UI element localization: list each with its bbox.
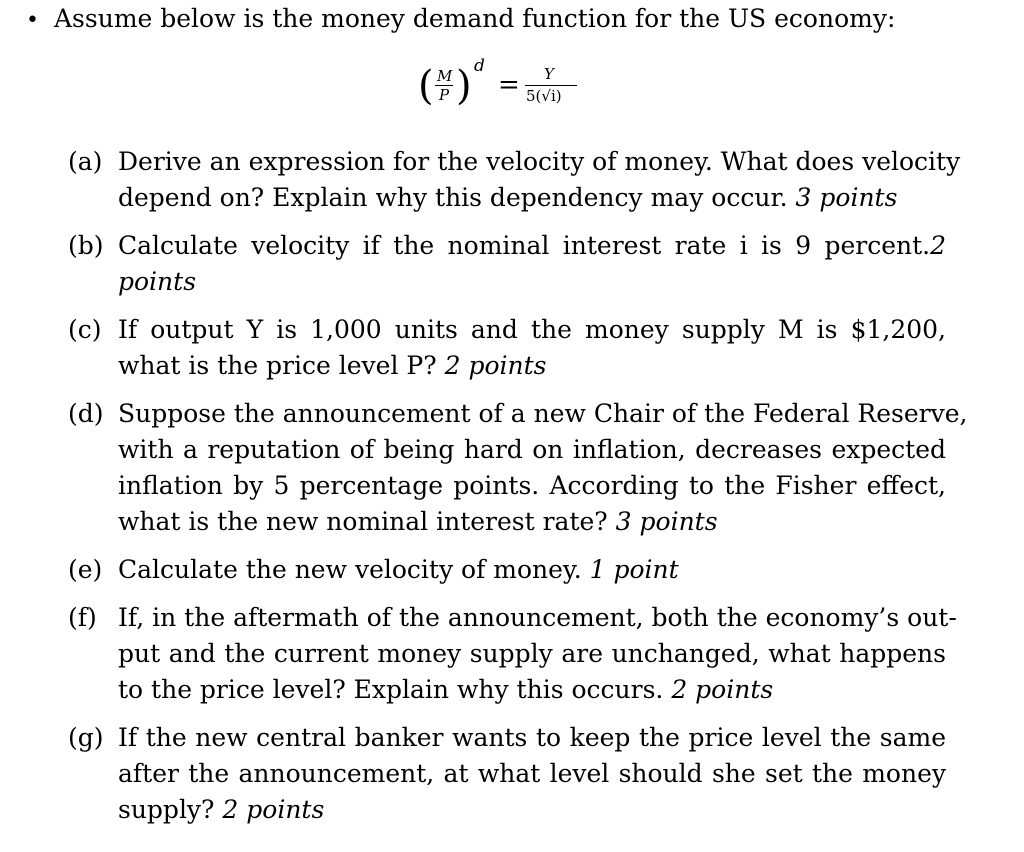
question-label: (e): [68, 555, 103, 584]
text-segment: Calculate velocity if the nominal interest rate i is 9 percent.: [118, 231, 931, 260]
question-label: (g): [68, 723, 104, 752]
text-segment: supply?: [118, 795, 215, 824]
text-segment: what is the price level P?: [118, 351, 437, 380]
points-label: 2: [930, 231, 946, 260]
intro-text: Assume below is the money demand function for the US economy:: [54, 4, 896, 33]
text-segment: depend on? Explain why this dependency may occur.: [118, 183, 788, 212]
points-label: points: [118, 267, 197, 296]
text-line: [118, 228, 946, 264]
text-line: [118, 792, 946, 828]
text-segment: to the price level? Explain why this occurs.: [118, 675, 664, 704]
lhs-open-paren: (: [418, 63, 434, 109]
question-label: (c): [68, 315, 102, 344]
question-text: [118, 396, 968, 540]
text-line: with a reputation of being hard on inflation, decreases expected: [118, 435, 946, 464]
rhs-numerator: Y: [544, 65, 554, 83]
question-text: [118, 600, 957, 708]
text-line: [118, 672, 946, 708]
points-label: 2 points: [222, 795, 325, 824]
demand-superscript: d: [474, 56, 485, 76]
text-line: If the new central banker wants to keep the price level the same: [118, 723, 946, 752]
text-line: put and the current money supply are unchanged, what happens: [118, 639, 946, 668]
question-label: (a): [68, 147, 103, 176]
lhs-close-paren: ): [456, 63, 472, 109]
text-segment: what is the new nominal interest rate?: [118, 507, 608, 536]
text-line: If, in the aftermath of the announcement, both the economy’s out-: [118, 603, 957, 632]
lhs-numerator: M: [437, 67, 453, 85]
points-label: 3 points: [615, 507, 718, 536]
intro-line: [26, 2, 895, 38]
text-line: [118, 348, 946, 384]
question-text: [118, 228, 946, 300]
text-line: Derive an expression for the velocity of money. What does velocity: [118, 147, 961, 176]
question-label: (f): [68, 603, 97, 632]
text-line: inflation by 5 percentage points. According to the Fisher effect,: [118, 471, 946, 500]
points-label: 1 point: [589, 555, 679, 584]
rhs-denominator: 5(√i): [526, 87, 562, 105]
question-text: [118, 312, 946, 384]
text-segment: Calculate the new velocity of money.: [118, 555, 582, 584]
text-line: [118, 180, 946, 216]
question-label: (b): [68, 231, 104, 260]
text-line: [118, 504, 946, 540]
question-text: [118, 144, 961, 216]
question-text: [118, 720, 946, 828]
question-text: [118, 552, 946, 588]
text-line: Suppose the announcement of a new Chair of the Federal Reserve,: [118, 399, 968, 428]
points-label: 2 points: [444, 351, 547, 380]
lhs-denominator: P: [439, 86, 450, 104]
text-line: [118, 552, 946, 588]
question-label: (d): [68, 399, 104, 428]
equals-sign: =: [498, 70, 520, 100]
bullet-icon: •: [26, 8, 39, 33]
text-line: If output Y is 1,000 units and the money supply M is $1,200,: [118, 315, 946, 344]
text-line: after the announcement, at what level should she set the money: [118, 759, 946, 788]
rhs-fraction-bar: [525, 85, 577, 86]
points-label: 3 points: [795, 183, 898, 212]
points-label: 2 points: [671, 675, 774, 704]
